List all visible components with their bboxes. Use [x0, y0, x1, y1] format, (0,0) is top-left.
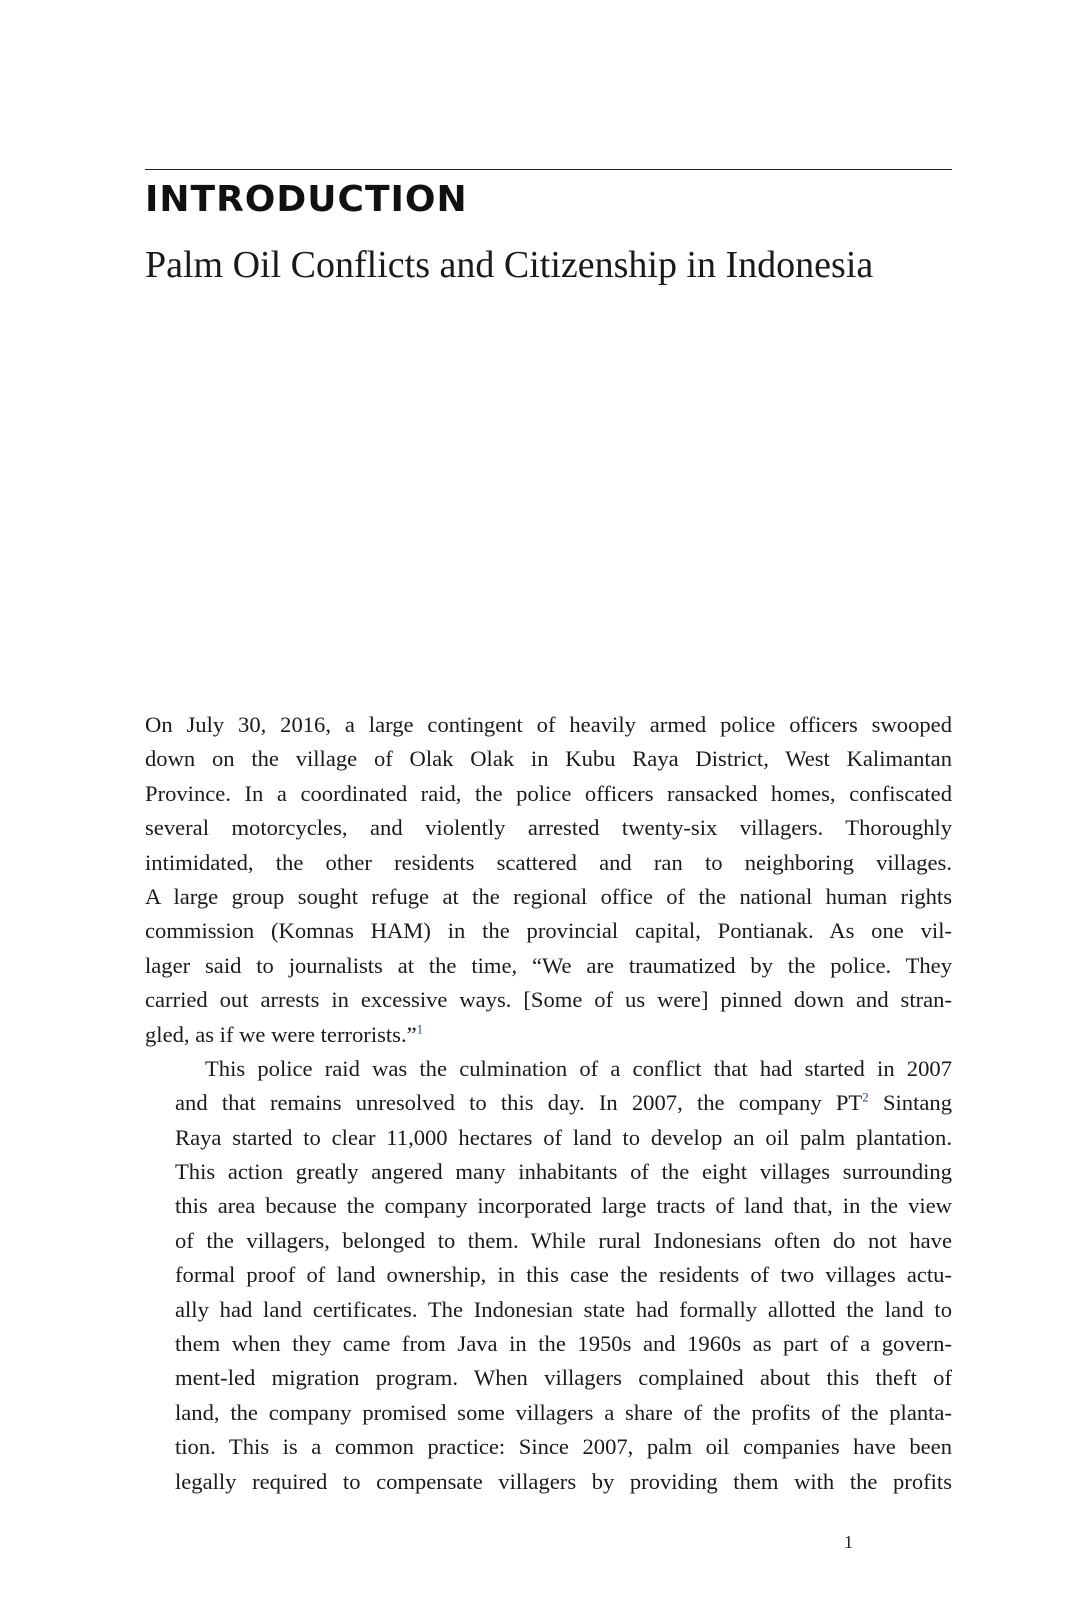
footnote-ref-2[interactable]: 2: [862, 1089, 869, 1105]
chapter-top-rule: [145, 169, 952, 170]
text-line: Province. In a coordinated raid, the police officers ransacked homes, confiscated: [145, 780, 952, 806]
text-line: them when they came from Java in the 1950s and 1960s as part of a govern-: [175, 1331, 952, 1357]
text-fragment: and that remains unresolved to this day. In 2007, the company PT: [175, 1090, 863, 1116]
text-line: ally had land certificates. The Indonesian state had formally allotted the land to: [175, 1296, 952, 1322]
text-line: This action greatly angered many inhabitants of the eight villages surrounding: [175, 1159, 952, 1185]
text-line: intimidated, the other residents scattered and ran to neighboring villages.: [145, 849, 952, 875]
paragraph-2: [145, 1052, 952, 1499]
text-line: carried out arrests in excessive ways. [Some of us were] pinned down and stran-: [145, 987, 952, 1013]
text-line: tion. This is a common practice: Since 2007, palm oil companies have been: [175, 1434, 952, 1460]
text-line: several motorcycles, and violently arrested twenty-six villagers. Thoroughly: [145, 815, 952, 841]
text-line: land, the company promised some villagers a share of the profits of the planta-: [175, 1399, 952, 1425]
text-line-indented: This police raid was the culmination of a conflict that had started in 2007: [205, 1055, 952, 1081]
text-line-with-note: [145, 1086, 952, 1120]
text-line: commission (Komnas HAM) in the provincial capital, Pontianak. As one vil-: [145, 918, 952, 944]
chapter-label: INTRODUCTION: [145, 179, 468, 220]
text-line: ment-led migration program. When villagers complained about this theft of: [175, 1365, 952, 1391]
text-line: this area because the company incorporated large tracts of land that, in the view: [175, 1193, 952, 1219]
chapter-title: Palm Oil Conflicts and Citizenship in Indonesia: [145, 244, 874, 286]
page-number: 1: [844, 1532, 853, 1552]
text-line: On July 30, 2016, a large contingent of heavily armed police officers swooped: [145, 712, 952, 737]
text-line-last: [145, 1018, 952, 1052]
text-fragment: Sintang: [868, 1090, 952, 1116]
text-line: down on the village of Olak Olak in Kubu Raya District, West Kalimantan: [145, 746, 952, 772]
footnote-ref-1[interactable]: 1: [416, 1020, 424, 1036]
text-line: legally required to compensate villagers by providing them with the profits: [175, 1468, 952, 1494]
text-line: lager said to journalists at the time, “We are traumatized by the police. They: [145, 952, 952, 978]
text-fragment: gled, as if we were terrorists.”: [145, 1021, 417, 1047]
text-line: Raya started to clear 11,000 hectares of land to develop an oil palm plantation.: [175, 1124, 952, 1150]
text-line: formal proof of land ownership, in this case the residents of two villages actu-: [175, 1262, 952, 1288]
text-line: of the villagers, belonged to them. While rural Indonesians often do not have: [175, 1227, 952, 1253]
text-line: A large group sought refuge at the regional office of the national human rights: [145, 883, 952, 909]
body-text: [145, 708, 952, 1499]
paragraph-1: [145, 708, 952, 1052]
